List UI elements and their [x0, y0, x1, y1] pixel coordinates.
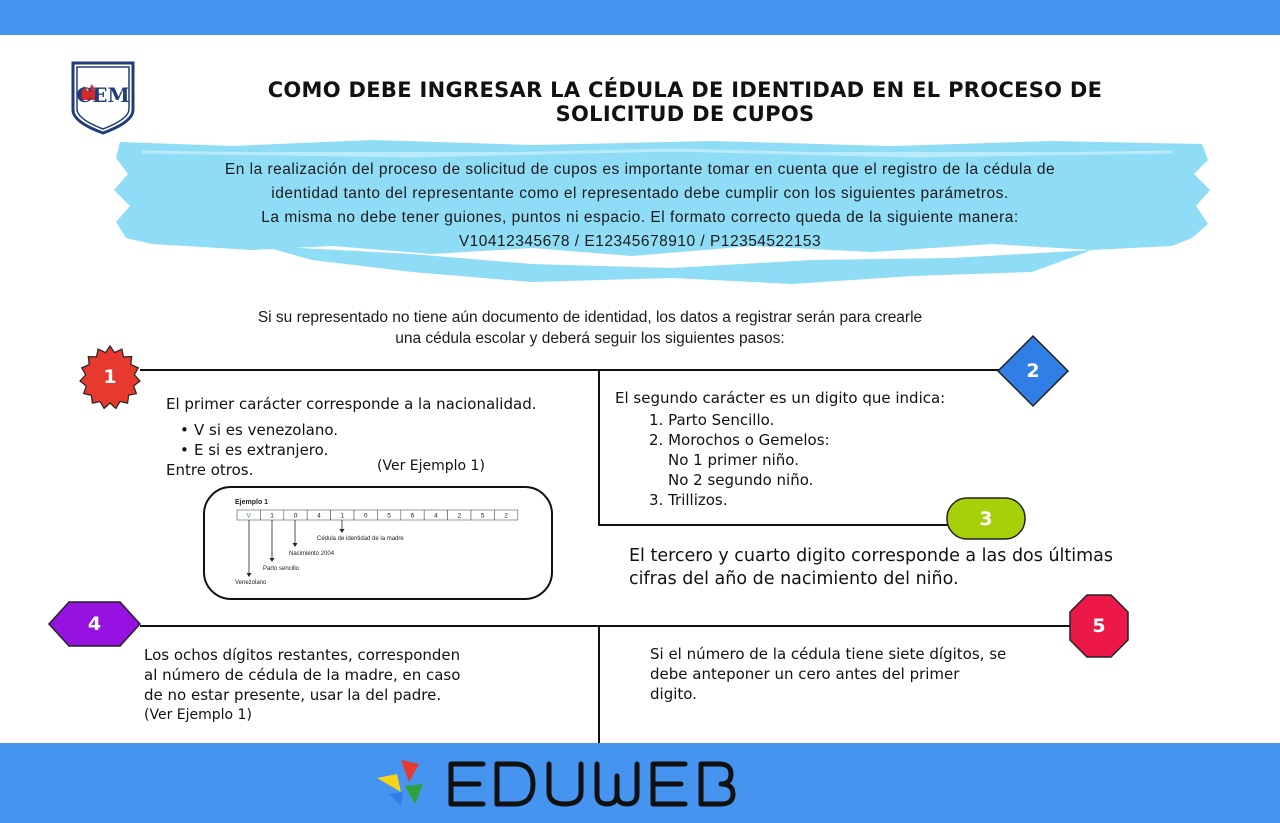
step-1-bullet-2: • E si es extranjero.: [166, 440, 596, 460]
step-3-line2: cifras del año de nacimiento del niño.: [629, 569, 959, 589]
step-2-item-1: 1. Parto Sencillo.: [649, 411, 775, 429]
step-5-line1: Si el número de la cédula tiene siete dígitos, se: [650, 645, 1007, 663]
connector-line-vertical-upper: [598, 369, 600, 526]
step-4-line2: al número de cédula de la madre, en caso: [144, 666, 461, 684]
example-cell-value: 1: [340, 512, 345, 520]
step-3-number: 3: [979, 507, 993, 530]
step-1-lead: El primer carácter corresponde a la nacionalidad.: [166, 395, 537, 413]
example-diagram: [205, 488, 551, 598]
step-2-sub-2: No 2 segundo niño.: [668, 471, 814, 489]
step-5-number: 5: [1092, 615, 1106, 637]
school-crest-logo: [70, 60, 136, 136]
example-label-birth: Nacimiento 2004: [289, 551, 335, 557]
step-4-line4: (Ver Ejemplo 1): [144, 707, 252, 723]
step-4-line1: Los ochos dígitos restantes, corresponden: [144, 646, 461, 664]
intro-line3: La misma no debe tener guiones, puntos ni espacio. El formato correcto queda de la siguiente manera:: [261, 209, 1019, 226]
step-2-number: 2: [1026, 360, 1040, 382]
step-4-text: [144, 645, 584, 725]
step-5-line2: debe anteponer un cero antes del primer: [650, 665, 960, 683]
eduweb-logo: [375, 756, 805, 812]
intro-text: [140, 158, 1140, 254]
connector-line-lower: [140, 625, 1070, 627]
crest-letters: CEM: [76, 83, 130, 107]
example-label-birthtype: Parto sencillo: [263, 566, 300, 572]
step-5-line3: digito.: [650, 685, 697, 703]
example-cell-value: 5: [480, 512, 485, 520]
intro-line1: En la realización del proceso de solicitud de cupos es importante tomar en cuenta que el registro de la cédula de: [224, 161, 1056, 178]
step-1-number: 1: [103, 366, 117, 388]
step-3-line1: El tercero y cuarto digito corresponde a las dos últimas: [629, 546, 1114, 566]
top-banner: [0, 0, 1280, 35]
example-cell-value: V: [246, 512, 251, 520]
step-2-text: [615, 388, 995, 510]
example-label-nationality: Venezolano: [235, 580, 267, 586]
example-title: Ejemplo 1: [235, 499, 269, 506]
step-1-bullet-1: • V si es venezolano.: [166, 420, 596, 440]
step-3-text: [629, 545, 1189, 591]
step-2-sub-1: No 1 primer niño.: [668, 451, 799, 469]
intro-format-examples: V10412345678 / E12345678910 / P12354522153: [458, 233, 822, 250]
example-cell-value: 5: [387, 512, 391, 520]
connector-line-top: [140, 369, 1002, 371]
intro-line2: identidad tanto del representante como el representado debe cumplir con los siguientes parámetros.: [271, 185, 1009, 202]
step-2-item-3: 3. Trillizos.: [649, 491, 728, 509]
step-2-badge: [996, 334, 1070, 408]
step-1-ref: (Ver Ejemplo 1): [377, 458, 485, 474]
subintro-line2: una cédula escolar y deberá seguir los siguientes pasos:: [395, 330, 785, 347]
example-cell-value: 4: [317, 512, 321, 520]
subintro-line1: Si su representado no tiene aún documento de identidad, los datos a registrar serán para crearle: [257, 309, 923, 326]
connector-line-vertical-lower: [598, 627, 600, 745]
example-label-mother: Cédula de identidad de la madre: [317, 536, 404, 542]
step-1-badge: [78, 345, 142, 409]
step-2-lead: El segundo carácter es un digito que indica:: [615, 389, 946, 407]
step-4-line3: de no estar presente, usar la del padre.: [144, 686, 442, 704]
page-title-line2: SOLICITUD DE CUPOS: [555, 102, 815, 126]
step-4-number: 4: [87, 613, 102, 635]
page-title-line1: COMO DEBE INGRESAR LA CÉDULA DE IDENTIDAD EN EL PROCESO DE: [267, 78, 1103, 102]
eduweb-mark-icon: [377, 760, 423, 806]
example-cell-value: 2: [504, 512, 508, 520]
subintro-text: [190, 307, 990, 349]
step-4-badge: [47, 600, 142, 648]
connector-line-mid: [598, 524, 948, 526]
step-2-item-2: 2. Morochos o Gemelos:: [649, 431, 830, 449]
example-box: [203, 486, 553, 600]
example-cell-value: 2: [457, 512, 462, 520]
example-cell-value: 1: [270, 512, 274, 520]
step-1-tail: Entre otros.: [166, 461, 254, 479]
step-5-badge: [1068, 593, 1130, 659]
example-cell-value: 0: [363, 512, 368, 520]
example-cell-value: 4: [434, 512, 438, 520]
step-5-text: [650, 644, 1070, 704]
example-cell-value: 0: [293, 512, 298, 520]
page-title: [160, 78, 1210, 126]
example-cell-value: 6: [410, 512, 415, 520]
